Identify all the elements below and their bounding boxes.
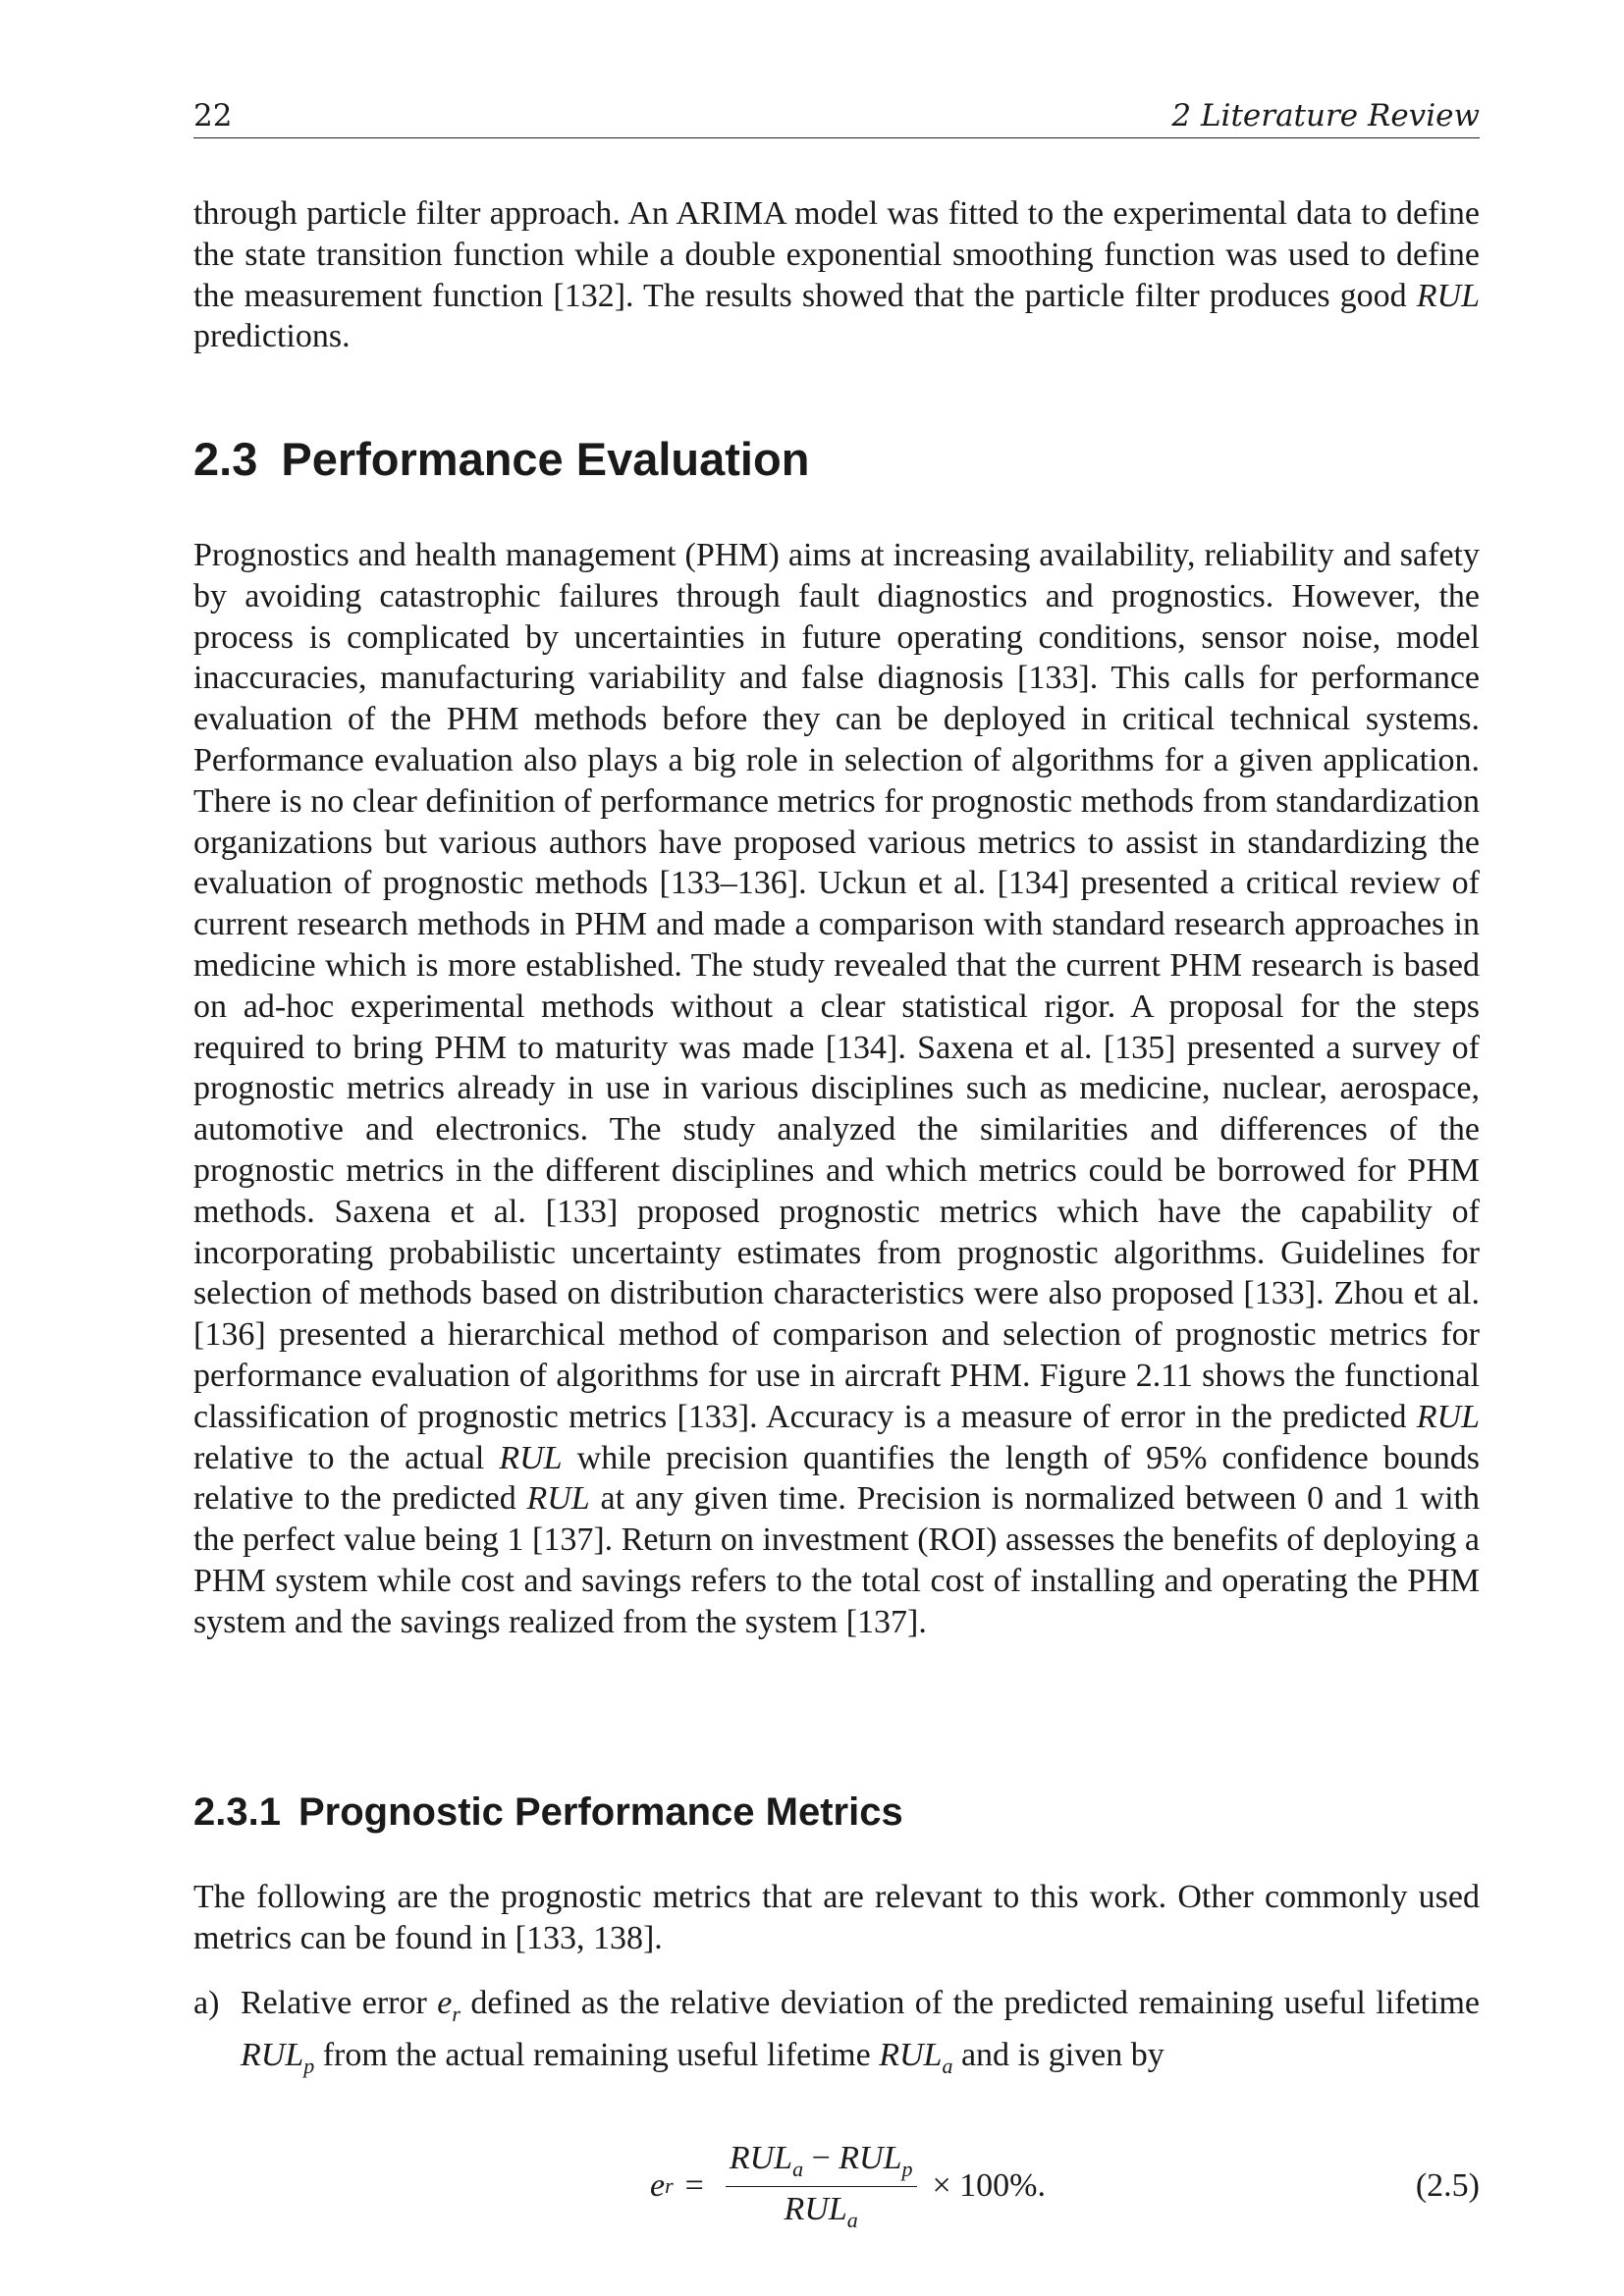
section-number: 2.3 — [193, 433, 258, 485]
fraction-numerator: $RUL_a - RUL_p$ — [726, 2140, 917, 2187]
chapter-title: 2 Literature Review — [1171, 98, 1480, 133]
section-heading — [193, 432, 809, 487]
page — [193, 0, 1480, 2296]
equation-body: e r = $\frac{RUL_a - RUL_p}{RUL_a}$ × 100%. — [650, 2139, 1046, 2232]
list-marker: a) — [193, 1985, 220, 2021]
equation-number: (2.5) — [1415, 2167, 1480, 2204]
fraction-denominator: $RUL_a$ — [784, 2190, 858, 2232]
section-paragraph: Prognostics and health management (PHM) aims at increasing availability, reliability and safety by avoiding catastrophic failures through fault diagnostics and prognostics. However, the process is complicated by uncertainties in future operating conditions, sensor noise, model inaccuracies, manufacturing variability and false diagnosis [133]. This calls for performance evaluation of the PHM methods before they can be deployed in critical technical systems. Performance evaluation also plays a big role in selection of algorithms for a given application. There is no clear definition of performance metrics for prognostic methods from standardization organizations but various authors have proposed various metrics to assist in standardizing the evaluation of prognostic methods [133–136]. Uckun et al. [134] presented a critical review of current research methods in PHM and made a comparison with standard research approaches in medicine which is more established. The study revealed that the current PHM research is based on ad-hoc experimental methods without a clear statistical rigor. A proposal for the steps required to bring PHM to maturity was made [134]. Saxena et al. [135] presented a survey of prognostic metrics already in use in various disciplines such as medicine, nuclear, aerospace, automotive and electronics. The study analyzed the similarities and differences of the prognostic metrics in the different disciplines and which metrics could be borrowed for PHM methods. Saxena et al. [133] proposed prognostic metrics which have the capability of incorporating probabilistic uncertainty estimates from prognostic algorithms. Guidelines for selection of methods based on distribution characteristics were also proposed [133]. Zhou et al. [136] presented a hierarchical method of comparison and selection of prognostic metrics for performance evaluation of algorithms for use in aircraft PHM. Figure 2.11 shows the functional classification of prognostic metrics [133]. Accuracy is a measure of error in the predicted RUL relative to the actual RUL while precision quantifies the length of 95% confidence bounds relative to the predicted RUL at any given time. Precision is normalized between 0 and 1 with the perfect value being 1 [137]. Return on investment (ROI) assesses the benefits of deploying a PHM system while cost and savings refers to the total cost of installing and operating the PHM system and the savings realized from the system [137]. — [193, 537, 1480, 1640]
equation-fraction — [726, 2140, 917, 2233]
subsection-number: 2.3.1 — [193, 1790, 281, 1834]
page-number: 22 — [193, 98, 233, 133]
subsection-paragraph: The following are the prognostic metrics that are relevant to this work. Other commonly used metrics can be found in [133, 138]. — [193, 1879, 1480, 1956]
section-title: Performance Evaluation — [281, 433, 810, 485]
running-head — [193, 94, 1480, 138]
subsection-heading — [193, 1789, 903, 1836]
list-item-text: Relative error $e_r$ defined as the relative deviation of the predicted remaining useful lifetime $RUL_p$ from the actual remaining useful lifetime $RUL_a$ and is given by — [241, 1985, 1480, 2078]
intro-paragraph: through particle filter approach. An ARIMA model was fitted to the experimental data to define the state transition function while a double exponential smoothing function was used to define the measurement function [132]. The results showed that the particle filter produces good RUL predictions. — [193, 195, 1480, 355]
equation — [193, 2132, 1480, 2240]
subsection-title: Prognostic Performance Metrics — [298, 1790, 903, 1834]
list-item — [193, 1983, 1480, 2086]
